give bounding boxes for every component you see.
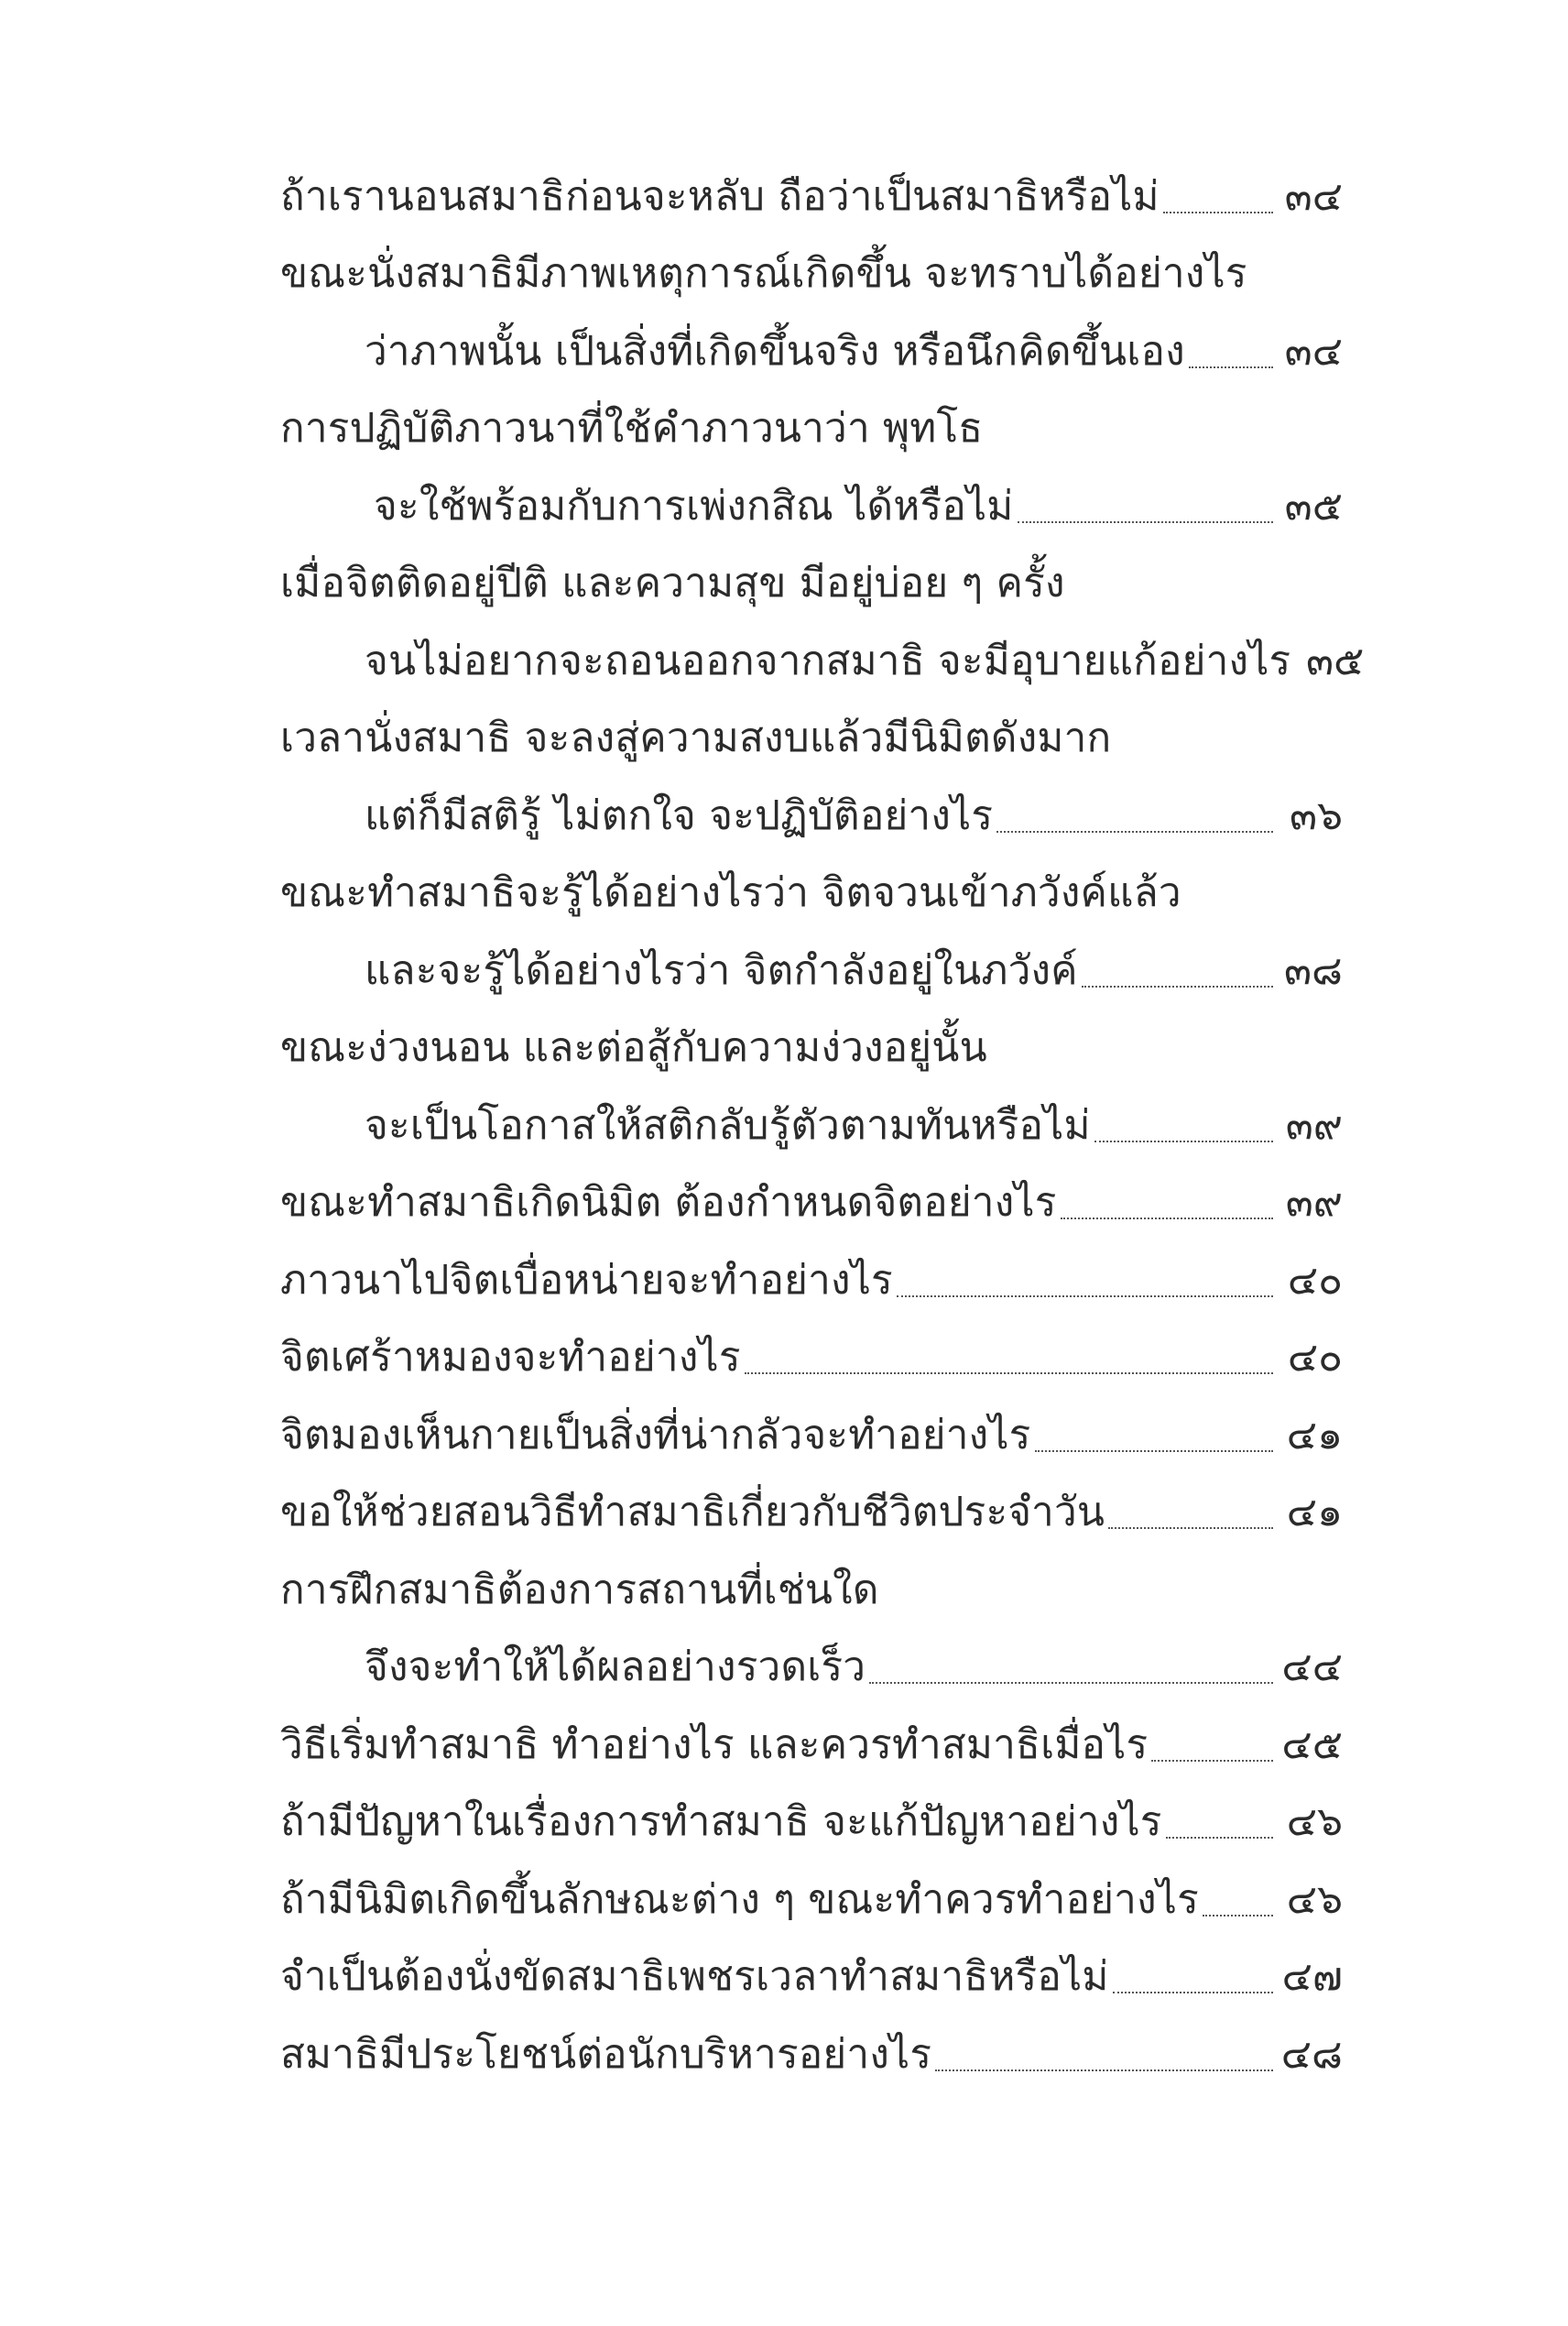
toc-entry bbox=[280, 465, 1343, 543]
dot-leader bbox=[1094, 1141, 1273, 1142]
dot-leader bbox=[1166, 1837, 1273, 1839]
toc-entry-title: สมาธิมีประโยชน์ต่อนักบริหารอย่างไร bbox=[280, 2030, 932, 2078]
toc-entry-title: แต่ก็มีสติรู้ ไม่ตกใจ จะปฏิบัติอย่างไร bbox=[365, 792, 994, 839]
dot-leader bbox=[1163, 212, 1273, 213]
dot-leader bbox=[1203, 1915, 1273, 1916]
dot-leader bbox=[745, 1372, 1273, 1374]
toc-entry bbox=[280, 1472, 1343, 1550]
toc-entry-title: การปฏิบัติภาวนาที่ใช้คำภาวนาว่า พุทโธ bbox=[280, 405, 984, 452]
toc-entry-title: จะเป็นโอกาสให้สติกลับรู้ตัวตามทันหรือไม่ bbox=[365, 1101, 1091, 1149]
toc-entry-page-number: ๔๖ bbox=[1286, 1875, 1343, 1923]
toc-entry-page-number: ๔๔ bbox=[1281, 1643, 1343, 1690]
dot-leader bbox=[935, 2069, 1273, 2071]
toc-entry-title: ขณะนั่งสมาธิมีภาพเหตุการณ์เกิดขึ้น จะทราบได้อย่างไร bbox=[280, 250, 1247, 297]
toc-entry-page-number: ๔๖ bbox=[1286, 1798, 1343, 1845]
toc-entry-title: ว่าภาพนั้น เป็นสิ่งที่เกิดขึ้นจริง หรือนึกคิดขึ้นเอง bbox=[365, 327, 1185, 375]
toc-entry bbox=[280, 1937, 1343, 2015]
toc-entry-title: การฝึกสมาธิต้องการสถานที่เช่นใด bbox=[280, 1566, 879, 1613]
toc-entry-page-number: ๓๘ bbox=[1283, 946, 1343, 994]
toc-entry bbox=[280, 1163, 1343, 1240]
toc-entry bbox=[280, 2014, 1343, 2091]
dot-leader bbox=[1189, 366, 1273, 368]
toc-entry bbox=[280, 1317, 1343, 1395]
toc-entry-title: จำเป็นต้องนั่งขัดสมาธิเพชรเวลาทำสมาธิหรือไม่ bbox=[280, 1953, 1109, 2000]
toc-entry bbox=[280, 853, 1343, 931]
toc-entry bbox=[280, 1549, 1343, 1627]
toc-entry-page-number: ๓๕ bbox=[1305, 637, 1365, 684]
dot-leader bbox=[1108, 1527, 1273, 1529]
toc-entry-title: เมื่อจิตติดอยู่ปีติ และความสุข มีอยู่บ่อย ๆ ครั้ง bbox=[280, 560, 1065, 606]
toc-entry-page-number: ๓๖ bbox=[1289, 792, 1343, 839]
toc-entry-page-number: ๔๘ bbox=[1280, 2030, 1343, 2078]
toc-entry-title: จิตเศร้าหมองจะทำอย่างไร bbox=[280, 1334, 741, 1381]
toc-entry-title: ขณะง่วงนอน และต่อสู้กับความง่วงอยู่นั้น bbox=[280, 1024, 987, 1071]
toc-entry bbox=[280, 1704, 1343, 1782]
table-of-contents bbox=[280, 156, 1365, 2091]
toc-entry-title: ภาวนาไปจิตเบื่อหน่ายจะทำอย่างไร bbox=[280, 1256, 893, 1304]
toc-entry-page-number: ๓๕ bbox=[1284, 482, 1343, 530]
toc-entry-title: ขณะทำสมาธิเกิดนิมิต ต้องกำหนดจิตอย่างไร bbox=[280, 1179, 1057, 1226]
dot-leader bbox=[1035, 1450, 1274, 1452]
toc-entry bbox=[280, 620, 1365, 698]
dot-leader bbox=[1113, 1992, 1273, 1993]
toc-entry-page-number: ๔๗ bbox=[1281, 1953, 1343, 2000]
toc-entry-title: และจะรู้ได้อย่างไรว่า จิตกำลังอยู่ในภวังค์ bbox=[365, 946, 1078, 994]
toc-entry-title: ขณะทำสมาธิจะรู้ได้อย่างไรว่า จิตจวนเข้าภวังค์แล้ว bbox=[280, 869, 1181, 916]
toc-entry-title: จึงจะทำให้ได้ผลอย่างรวดเร็ว bbox=[365, 1643, 866, 1690]
dot-leader bbox=[1151, 1760, 1273, 1762]
dot-leader bbox=[897, 1295, 1273, 1297]
toc-entry bbox=[280, 1085, 1343, 1163]
toc-entry-title: จะใช้พร้อมกับการเพ่งกสิณ ได้หรือไม่ bbox=[374, 482, 1014, 530]
toc-entry-title: ขอให้ช่วยสอนวิธีทำสมาธิเกี่ยวกับชีวิตประจำวัน bbox=[280, 1489, 1105, 1535]
toc-entry bbox=[280, 1008, 1343, 1086]
toc-entry-page-number: ๓๔ bbox=[1284, 172, 1343, 220]
toc-entry-page-number: ๔๕ bbox=[1281, 1720, 1343, 1768]
toc-entry bbox=[280, 1239, 1343, 1317]
toc-entry-page-number: ๓๔ bbox=[1284, 327, 1343, 375]
toc-entry-page-number: ๓๙ bbox=[1285, 1179, 1343, 1226]
toc-entry-title: จนไม่อยากจะถอนออกจากสมาธิ จะมีอุบายแก้อย่างไร bbox=[365, 637, 1291, 684]
toc-entry bbox=[280, 234, 1343, 311]
toc-entry bbox=[280, 311, 1343, 388]
toc-entry bbox=[280, 930, 1343, 1008]
toc-entry bbox=[280, 1859, 1343, 1937]
toc-entry bbox=[280, 698, 1343, 776]
dot-leader bbox=[869, 1682, 1273, 1684]
toc-entry bbox=[280, 775, 1343, 853]
toc-entry bbox=[280, 543, 1343, 621]
toc-entry bbox=[280, 1394, 1343, 1472]
toc-entry-page-number: ๔๑ bbox=[1286, 1489, 1343, 1535]
dot-leader bbox=[1018, 521, 1273, 523]
toc-entry-title: จิตมองเห็นกายเป็นสิ่งที่น่ากลัวจะทำอย่างไร bbox=[280, 1411, 1031, 1458]
toc-entry-page-number: ๔๐ bbox=[1287, 1334, 1343, 1381]
dot-leader bbox=[1082, 986, 1273, 988]
toc-entry-title: วิธีเริ่มทำสมาธิ ทำอย่างไร และควรทำสมาธิเมื่อไร bbox=[280, 1720, 1149, 1768]
toc-entry-title: ถ้ามีนิมิตเกิดขึ้นลักษณะต่าง ๆ ขณะทำควรทำอย่างไร bbox=[280, 1875, 1199, 1923]
toc-entry-page-number: ๔๑ bbox=[1286, 1411, 1343, 1458]
toc-entry-title: เวลานั่งสมาธิ จะลงสู่ความสงบแล้วมีนิมิตดังมาก bbox=[280, 715, 1112, 761]
toc-entry-page-number: ๓๙ bbox=[1285, 1101, 1343, 1149]
dot-leader bbox=[1061, 1218, 1273, 1219]
toc-entry-title: ถ้าเรานอนสมาธิก่อนจะหลับ ถือว่าเป็นสมาธิหรือไม่ bbox=[280, 172, 1160, 220]
toc-entry bbox=[280, 1782, 1343, 1860]
dot-leader bbox=[996, 831, 1273, 833]
toc-entry bbox=[280, 156, 1343, 234]
toc-entry bbox=[280, 388, 1343, 466]
toc-entry-title: ถ้ามีปัญหาในเรื่องการทำสมาธิ จะแก้ปัญหาอย่างไร bbox=[280, 1798, 1162, 1845]
toc-entry bbox=[280, 1627, 1343, 1705]
toc-entry-page-number: ๔๐ bbox=[1287, 1256, 1343, 1304]
